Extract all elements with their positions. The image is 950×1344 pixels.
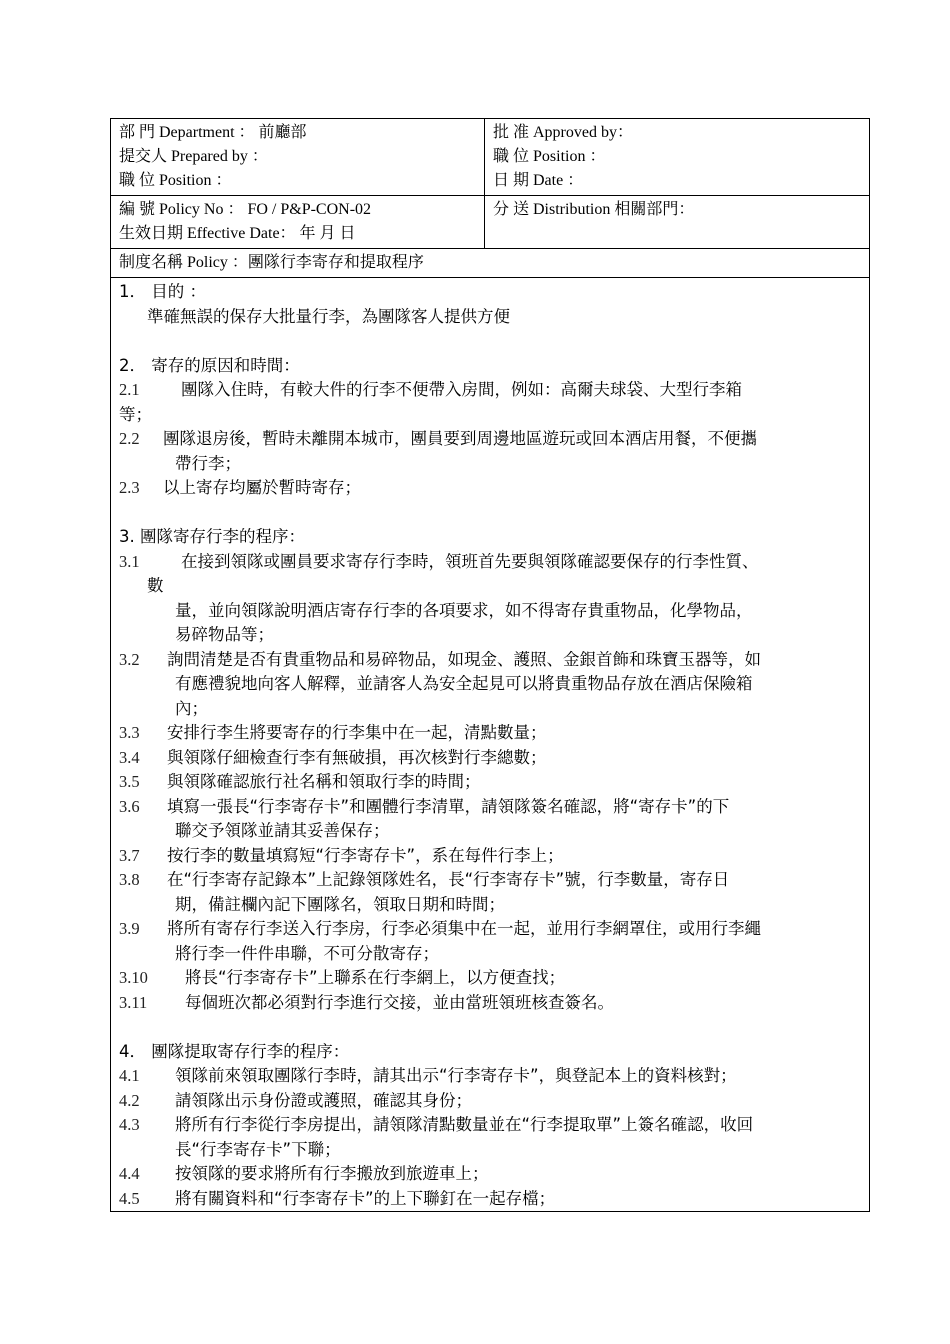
item-text: 團隊退房後，暫時未離開本城市，團員要到周邊地區遊玩或回本酒店用餐，不便攜 (163, 429, 757, 448)
effective-date-field: 生效日期 Effective Date： 年 月 日 (119, 225, 356, 242)
item-4-2 (119, 1089, 861, 1114)
item-text: 將所有行李從行李房提出，請領隊清點數量並在“行李提取單”上簽名確認，收回 (175, 1115, 754, 1134)
policy-no-field: 編 號 Policy No ： FO / P&P-CON-02 (119, 201, 372, 218)
item-text: 以上寄存均屬於暫時寄存； (163, 478, 361, 497)
item-text: 填寫一張長“行李寄存卡”和團體行李清單，請領隊簽名確認，將“寄存卡”的下 (167, 796, 730, 816)
item-2-1-cont: 等； (119, 404, 152, 424)
item-text: 將所有寄存行李送入行李房，行李必須集中在一起，並用行李網罩住，或用行李繩 (167, 919, 761, 938)
item-3-2-cont: 內； (175, 698, 208, 718)
approved-by-field: 批 准 Approved by： (493, 124, 633, 141)
policy-info-block (111, 196, 485, 248)
item-3-6-cont: 聯交予領隊並請其妥善保存； (175, 821, 390, 840)
item-number: 3.6 (119, 796, 140, 816)
item-number: 4.2 (119, 1090, 140, 1110)
item-3-9 (119, 917, 861, 942)
item-text: 與領隊仔細檢查行李有無破損，再次核對行李總數； (167, 747, 547, 767)
item-number: 2.2 (119, 429, 140, 448)
item-2-2 (119, 427, 861, 452)
item-3-11 (119, 991, 861, 1016)
item-text: 將有關資料和“行李寄存卡”的上下聯釘在一起存檔； (175, 1188, 556, 1208)
item-number: 4.4 (119, 1164, 140, 1183)
item-3-9-cont: 將行李一件件串聯，不可分散寄存； (175, 943, 439, 963)
item-number: 3.7 (119, 845, 140, 865)
date-field: 日 期 Date ： (493, 172, 584, 189)
item-number: 3.11 (119, 992, 148, 1012)
item-2-2-cont: 帶行李； (175, 453, 241, 473)
section-1-text: 準確無誤的保存大批量行李，為團隊客人提供方便 (147, 306, 510, 326)
distribution-block (485, 196, 869, 248)
item-number: 4.1 (119, 1066, 140, 1085)
header-right-block (485, 119, 869, 195)
item-number: 3.8 (119, 870, 140, 889)
header-row-1 (111, 119, 869, 196)
item-text: 與領隊確認旅行社名稱和領取行李的時間； (167, 772, 481, 791)
item-3-8 (119, 868, 861, 893)
item-2-1 (119, 378, 861, 403)
item-3-1 (119, 550, 861, 575)
department-field: 部 門 Department ： 前廳部 (119, 124, 307, 141)
item-3-3 (119, 721, 861, 746)
item-4-4 (119, 1162, 861, 1187)
item-3-7 (119, 844, 861, 869)
distribution-field: 分 送 Distribution 相關部門： (493, 201, 695, 218)
item-number: 3.9 (119, 919, 140, 938)
item-text: 將長“行李寄存卡”上聯系在行李網上，以方便查找； (185, 968, 566, 987)
item-text: 按領隊的要求將所有行李搬放到旅遊車上； (175, 1164, 489, 1183)
item-3-8-cont: 期，備註欄內記下團隊名，領取日期和時間； (175, 894, 505, 914)
section-3-heading: 3. 團隊寄存行李的程序： (119, 527, 305, 546)
spacer (119, 329, 861, 354)
item-text: 團隊入住時，有較大件的行李不便帶入房間，例如：高爾夫球袋、大型行李箱 (181, 380, 742, 399)
item-text: 在“行李寄存記錄本”上記錄領隊姓名，長“行李寄存卡”號，行李數量，寄存日 (167, 870, 730, 889)
item-text: 詢問清楚是否有貴重物品和易碎物品，如現金、護照、金銀首飾和珠寶玉器等，如 (167, 649, 761, 669)
item-4-3-cont: 長“行李寄存卡”下聯； (175, 1139, 341, 1159)
item-number: 3.10 (119, 968, 148, 987)
policy-body (111, 278, 869, 1211)
item-number: 3.4 (119, 747, 140, 767)
item-3-1-cont: 易碎物品等； (175, 625, 274, 644)
item-2-3 (119, 476, 861, 501)
item-3-1-cont: 量，並向領隊說明酒店寄存行李的各項要求，如不得寄存貴重物品，化學物品， (175, 600, 753, 620)
item-number: 3.2 (119, 649, 140, 669)
item-text: 請領隊出示身份證或護照，確認其身份； (175, 1090, 472, 1110)
header-row-2 (111, 196, 869, 249)
item-3-2 (119, 648, 861, 673)
item-4-1 (119, 1064, 861, 1089)
position-right-field: 職 位 Position ： (493, 148, 606, 165)
item-number: 4.3 (119, 1115, 140, 1134)
item-text: 安排行李生將要寄存的行李集中在一起，清點數量； (167, 723, 547, 742)
item-3-10 (119, 966, 861, 991)
item-text: 每個班次都必須對行李進行交接，並由當班領班核查簽名。 (185, 992, 614, 1012)
item-3-2-cont: 有應禮貌地向客人解釋，並請客人為安全起見可以將貴重物品存放在酒店保險箱 (175, 674, 753, 693)
spacer (119, 501, 861, 526)
item-number: 3.1 (119, 551, 140, 571)
header-left-block (111, 119, 485, 195)
item-4-5 (119, 1187, 861, 1212)
item-3-1-cont: 數 (147, 576, 164, 595)
item-4-3 (119, 1113, 861, 1138)
prepared-by-field: 提交人 Prepared by ： (119, 148, 268, 165)
item-3-6 (119, 795, 861, 820)
policy-name-field: 制度名稱 Policy ：團隊行李寄存和提取程序 (119, 254, 424, 271)
item-text: 在接到領隊或團員要求寄存行李時，領班首先要與領隊確認要保存的行李性質、 (181, 551, 759, 571)
item-text: 按行李的數量填寫短“行李寄存卡”，系在每件行李上； (167, 845, 564, 865)
item-text: 領隊前來領取團隊行李時，請其出示“行李寄存卡”，與登記本上的資料核對； (175, 1066, 737, 1085)
item-number: 3.3 (119, 723, 140, 742)
section-4-heading: 4． 團隊提取寄存行李的程序： (119, 1041, 350, 1061)
item-number: 2.3 (119, 478, 140, 497)
item-3-5 (119, 770, 861, 795)
spacer (119, 1015, 861, 1040)
item-3-4 (119, 746, 861, 771)
position-left-field: 職 位 Position ： (119, 172, 232, 189)
policy-name-block (111, 249, 869, 277)
header-row-3 (111, 249, 869, 278)
item-number: 3.5 (119, 772, 140, 791)
item-number: 2.1 (119, 380, 140, 399)
item-number: 4.5 (119, 1188, 140, 1208)
section-2-heading: 2． 寄存的原因和時間： (119, 355, 300, 375)
section-1-heading: 1． 目的 ： (119, 282, 206, 301)
policy-document (110, 118, 870, 1212)
